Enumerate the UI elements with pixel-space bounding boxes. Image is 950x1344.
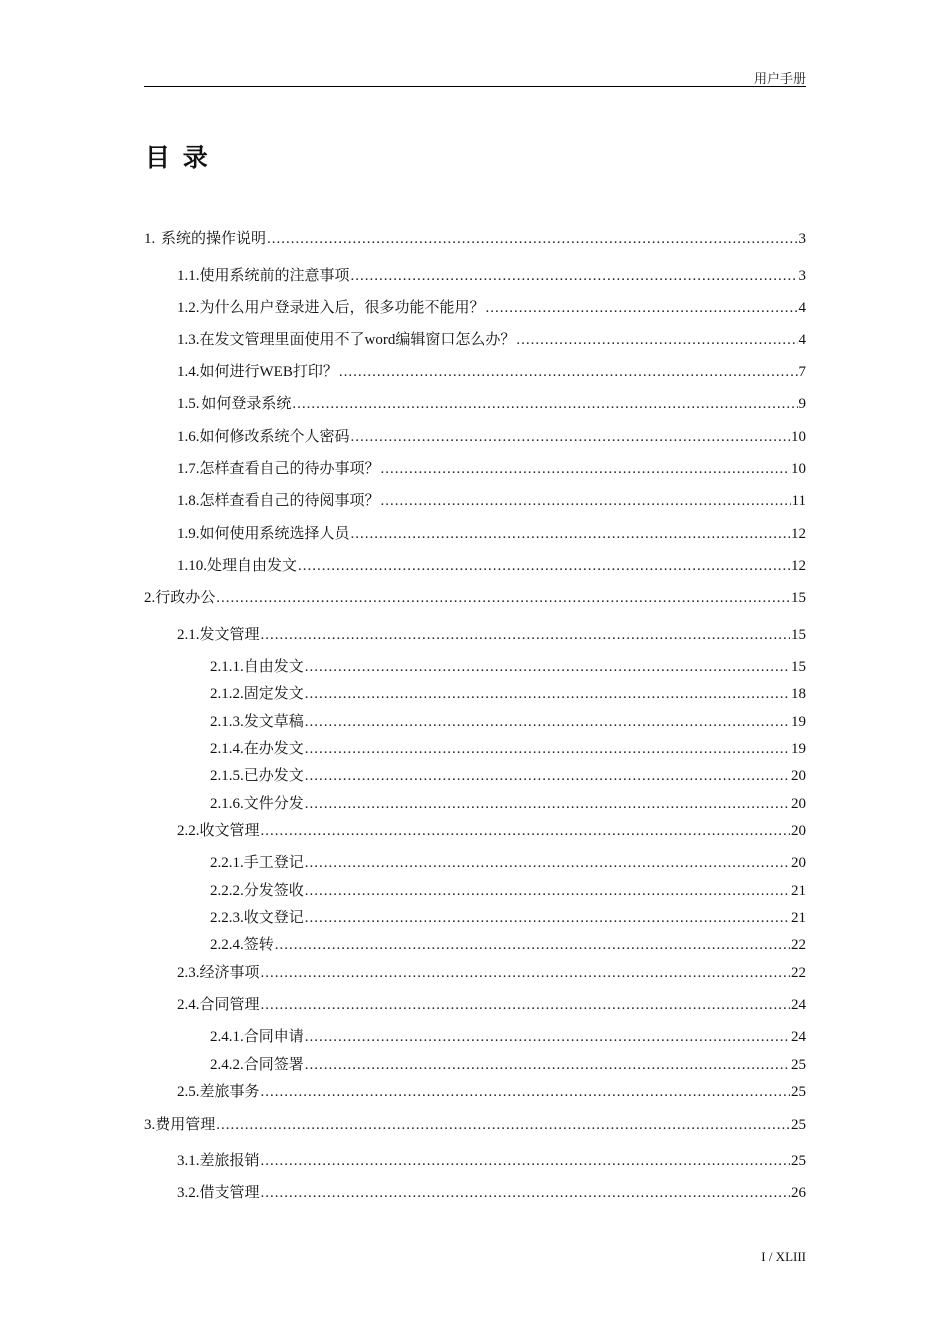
toc-leader-dots	[275, 935, 790, 955]
toc-entry[interactable]	[210, 1055, 806, 1075]
toc-entry-page: 18	[791, 686, 806, 702]
toc-leader-dots	[261, 1082, 790, 1102]
toc-entry[interactable]	[177, 330, 806, 350]
toc-entry-number: 1.9.	[177, 526, 200, 542]
toc-entry-page: 20	[791, 823, 806, 839]
toc-entry-page: 21	[791, 883, 806, 899]
toc-entry-label: 2.4.1.合同申请	[210, 1029, 304, 1045]
toc-entry-number: 1.10.	[177, 558, 207, 574]
toc-entry-label: 3.费用管理	[144, 1117, 216, 1133]
toc-entry-label: 怎样查看自己的待办事项？	[199, 461, 380, 477]
toc-leader-dots	[267, 229, 797, 249]
toc-leader-dots	[216, 588, 790, 608]
toc-leader-dots	[516, 330, 797, 350]
toc-entry-label: 2.4.合同管理	[177, 997, 260, 1013]
toc-leader-dots	[261, 625, 790, 645]
toc-entry-label: 如何修改系统个人密码	[199, 429, 350, 445]
page-header-title: 用户手册	[753, 71, 806, 86]
toc-entry[interactable]	[210, 794, 806, 814]
toc-entry-page: 12	[791, 526, 806, 542]
toc-entry-page: 3	[798, 268, 806, 284]
toc-entry-label: 2.行政办公	[144, 590, 216, 606]
toc-leader-dots	[298, 556, 790, 576]
toc-entry-page: 4	[798, 332, 806, 348]
toc-entry-label: 如何登录系统	[201, 396, 292, 412]
toc-entry-number: 1.8.	[177, 493, 200, 509]
toc-entry[interactable]	[177, 625, 806, 645]
toc-entry-page: 10	[791, 461, 806, 477]
toc-entry[interactable]	[177, 821, 806, 841]
toc-entry[interactable]	[177, 995, 806, 1015]
toc-entry-label: 2.2.2.分发签收	[210, 883, 304, 899]
toc-entry-page: 19	[791, 714, 806, 730]
toc-entry-page: 22	[791, 965, 806, 981]
toc-entry-page: 20	[791, 796, 806, 812]
toc-entry-page: 25	[791, 1084, 806, 1100]
toc-entry[interactable]	[210, 739, 806, 759]
toc-entry[interactable]	[210, 881, 806, 901]
toc-entry-page: 24	[791, 1029, 806, 1045]
toc-entry[interactable]	[177, 491, 806, 511]
toc-entry-number: 1.5.	[177, 396, 200, 412]
toc-entry-label: 2.2.收文管理	[177, 823, 260, 839]
toc-entry-label: 2.3.经济事项	[177, 965, 260, 981]
toc-entry-page: 9	[798, 396, 806, 412]
toc-entry-label: 在发文管理里面使用不了word编辑窗口怎么办？	[199, 332, 516, 348]
toc-leader-dots	[381, 491, 791, 511]
toc-entry-label: 如何进行WEB打印？	[199, 364, 338, 380]
toc-entry[interactable]	[144, 1115, 806, 1135]
toc-leader-dots	[292, 394, 797, 414]
toc-leader-dots	[305, 739, 790, 759]
toc-entry-page: 25	[791, 1117, 806, 1133]
toc-leader-dots	[351, 524, 790, 544]
toc-entry-number: 1.	[144, 231, 156, 247]
toc-entry[interactable]	[144, 229, 806, 249]
toc-entry[interactable]	[210, 684, 806, 704]
toc-entry-label: 2.4.2.合同签署	[210, 1057, 304, 1073]
toc-entry[interactable]	[210, 766, 806, 786]
toc-entry-label: 3.2.借支管理	[177, 1185, 260, 1201]
toc-entry[interactable]	[177, 362, 806, 382]
toc-entry-number: 1.2.	[177, 300, 200, 316]
toc-entry-page: 15	[791, 627, 806, 643]
toc-leader-dots	[305, 684, 790, 704]
toc-entry[interactable]	[144, 588, 806, 608]
toc-leader-dots	[216, 1115, 790, 1135]
toc-entry[interactable]	[210, 908, 806, 928]
toc-entry-page: 22	[791, 937, 806, 953]
toc-entry-label: 怎样查看自己的待阅事项？	[199, 493, 380, 509]
toc-entry-label: 2.1.1.自由发文	[210, 659, 304, 675]
toc-entry-page: 15	[791, 590, 806, 606]
toc-entry[interactable]	[177, 1151, 806, 1171]
toc-leader-dots	[261, 963, 790, 983]
toc-entry[interactable]	[177, 556, 806, 576]
toc-entry-page: 20	[791, 768, 806, 784]
toc-entry-label: 如何使用系统选择人员	[199, 526, 350, 542]
toc-entry-label: 2.1.5.已办发文	[210, 768, 304, 784]
toc-entry-page: 19	[791, 741, 806, 757]
toc-entry-label: 处理自由发文	[207, 558, 298, 574]
toc-leader-dots	[486, 298, 798, 318]
toc-entry-page: 25	[791, 1153, 806, 1169]
toc-entry-label: 2.1.发文管理	[177, 627, 260, 643]
toc-entry-page: 12	[791, 558, 806, 574]
toc-entry-page: 11	[791, 493, 806, 509]
toc-entry-page: 26	[791, 1185, 806, 1201]
toc-entry-page: 15	[791, 659, 806, 675]
toc-entry[interactable]	[210, 935, 806, 955]
toc-entry-page: 3	[798, 231, 806, 247]
toc-entry[interactable]	[210, 1027, 806, 1047]
toc-leader-dots	[305, 1055, 790, 1075]
toc-entry-number: 1.3.	[177, 332, 200, 348]
toc-entry-label: 2.5.差旅事务	[177, 1084, 260, 1100]
toc-entry[interactable]	[177, 459, 806, 479]
toc-entry-label: 使用系统前的注意事项	[199, 268, 350, 284]
toc-entry[interactable]	[177, 1082, 806, 1102]
toc-entry-label: 2.1.2.固定发文	[210, 686, 304, 702]
toc-leader-dots	[261, 821, 790, 841]
toc-entry-label: 2.1.6.文件分发	[210, 796, 304, 812]
toc-leader-dots	[351, 427, 790, 447]
toc-entry-label: 为什么用户登录进入后，很多功能不能用？	[199, 300, 485, 316]
toc-entry-label: 2.2.3.收文登记	[210, 910, 304, 926]
toc-leader-dots	[261, 1183, 790, 1203]
toc-entry-label: 2.2.1.手工登记	[210, 855, 304, 871]
toc-entry-page: 21	[791, 910, 806, 926]
toc-leader-dots	[305, 794, 790, 814]
toc-entry-label: 2.2.4.签转	[210, 937, 274, 953]
page-footer-number: I / XLIII	[761, 1249, 806, 1264]
toc-entry-number: 1.4.	[177, 364, 200, 380]
toc-leader-dots	[305, 712, 790, 732]
toc-leader-dots	[339, 362, 798, 382]
toc-entry-page: 10	[791, 429, 806, 445]
toc-entry[interactable]	[177, 298, 806, 318]
toc-entry[interactable]	[177, 524, 806, 544]
toc-leader-dots	[305, 853, 790, 873]
toc-entry[interactable]	[177, 427, 806, 447]
toc-leader-dots	[305, 1027, 790, 1047]
toc-entry[interactable]	[177, 266, 806, 286]
toc-entry-page: 24	[791, 997, 806, 1013]
toc-leader-dots	[381, 459, 790, 479]
toc-title: 目 录	[145, 143, 210, 172]
toc-entry-page: 7	[798, 364, 806, 380]
toc-entry-page: 25	[791, 1057, 806, 1073]
toc-entry-label: 系统的操作说明	[161, 231, 267, 247]
toc-leader-dots	[305, 881, 790, 901]
toc-entry[interactable]	[210, 712, 806, 732]
toc-entry[interactable]	[210, 853, 806, 873]
toc-entry-label: 2.1.4.在办发文	[210, 741, 304, 757]
toc-leader-dots	[305, 908, 790, 928]
toc-leader-dots	[305, 657, 790, 677]
toc-entry-label: 2.1.3.发文草稿	[210, 714, 304, 730]
toc-entry-number: 1.6.	[177, 429, 200, 445]
toc-entry-number: 1.1.	[177, 268, 200, 284]
toc-leader-dots	[351, 266, 798, 286]
toc-entry-label: 3.1.差旅报销	[177, 1153, 260, 1169]
toc-leader-dots	[261, 995, 790, 1015]
toc-leader-dots	[261, 1151, 790, 1171]
toc-entry[interactable]	[177, 963, 806, 983]
toc-entry-number: 1.7.	[177, 461, 200, 477]
toc-leader-dots	[305, 766, 790, 786]
toc-entry[interactable]	[177, 1183, 806, 1203]
toc-entry-page: 4	[798, 300, 806, 316]
toc-entry[interactable]	[177, 394, 806, 414]
toc-entry[interactable]	[210, 657, 806, 677]
toc-entry-page: 20	[791, 855, 806, 871]
